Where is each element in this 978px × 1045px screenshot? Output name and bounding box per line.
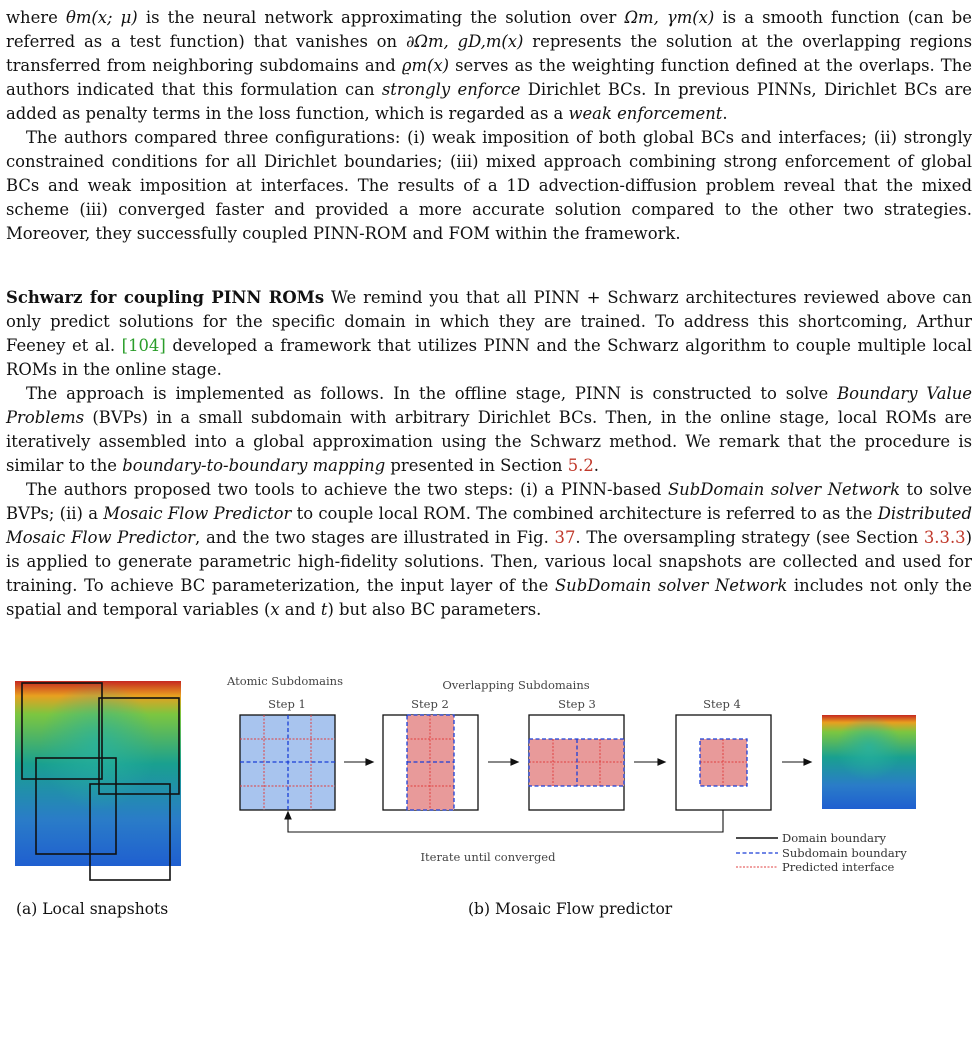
step-2-label: Step 2 xyxy=(411,697,449,711)
converged-solution-image xyxy=(822,715,916,809)
math-boundary-g: ∂Ωm, gD,m(x) xyxy=(405,32,524,51)
page xyxy=(6,0,972,622)
atomic-subdomains-label: Atomic Subdomains xyxy=(226,674,344,688)
math-rho: ϱm(x) xyxy=(401,56,450,75)
paragraph-heading: Schwarz for coupling PINN ROMs xyxy=(6,288,325,307)
local-snapshots-image xyxy=(15,681,181,880)
citation-link[interactable]: [104] xyxy=(121,336,166,355)
section-link[interactable]: 5.2 xyxy=(567,456,594,475)
iterate-loop-arrow xyxy=(285,810,723,832)
math-omega-gamma: Ωm, γm(x) xyxy=(624,8,715,27)
legend xyxy=(736,831,907,874)
math-theta: θm(x; μ) xyxy=(65,8,138,27)
figure-37 xyxy=(0,674,978,1004)
legend-subdomain-boundary: Subdomain boundary xyxy=(782,846,907,860)
paragraph-5: The authors proposed two tools to achieve the two steps: (i) a PINN-based SubDomain solver Network to solve BVPs; (ii) a Mosaic Flow Predictor to couple local ROM. The combined architecture is referred to as the Distributed Mosaic Flow Predictor, and the two stages are illustrated in Fig. 37. The oversampling strategy (see Section 3.3.3) is applied to generate parametric high-fidelity solutions. Then, various local snapshots are collected and used for training. To achieve BC parameterization, the input layer of the SubDomain solver Network includes not only the spatial and temporal variables (x and t) but also BC parameters. xyxy=(6,480,972,619)
emphasis: weak enforcement xyxy=(568,104,723,123)
caption-a: (a) Local snapshots xyxy=(16,900,169,918)
iterate-label: Iterate until converged xyxy=(420,850,556,864)
paragraph-2: The authors compared three configurations: (i) weak imposition of both global BCs and interfaces; (ii) strongly constrained conditions for all Dirichlet boundaries; (iii) mixed approach combining strong enforcement of global BCs and weak imposition at interfaces. The results of a 1D advection-diffusion problem reveal that the mixed scheme (iii) converged faster and provided a more accurate solution compared to the other two strategies. Moreover, they successfully coupled PINN-ROM and FOM within the framework. xyxy=(6,128,972,243)
step-3-label: Step 3 xyxy=(558,697,596,711)
caption-b: (b) Mosaic Flow predictor xyxy=(468,900,673,918)
figure-link[interactable]: 37 xyxy=(554,528,576,547)
step-1-panel xyxy=(240,715,335,810)
legend-predicted-interface: Predicted interface xyxy=(782,860,895,874)
paragraph-4: The approach is implemented as follows. In the offline stage, PINN is constructed to solve Boundary Value Problems (BVPs) in a small subdomain with arbitrary Dirichlet BCs. Then, in the online stage, local ROMs are iteratively assembled into a global approximation using the Schwarz method. We remark that the procedure is similar to the boundary-to-boundary mapping presented in Section 5.2. xyxy=(6,384,973,475)
step-1-label: Step 1 xyxy=(268,697,306,711)
step-3-panel xyxy=(529,715,624,810)
overlapping-subdomains-label: Overlapping Subdomains xyxy=(442,678,590,692)
step-4-panel xyxy=(676,715,771,810)
emphasis: strongly enforce xyxy=(381,80,521,99)
step-4-label: Step 4 xyxy=(703,697,741,711)
paragraph-1: where θm(x; μ) is the neural network approximating the solution over Ωm, γm(x) is a smooth function (can be referred as a test function) that vanishes on ∂Ωm, gD,m(x) represents the solution at the overlapping regions transferred from neighboring subdomains and ϱm(x) serves as the weighting function defined at the overlaps. The authors indicated that this formulation can strongly enforce Dirichlet BCs. In previous PINNs, Dirichlet BCs are added as penalty terms in the loss function, which is regarded as a weak enforcement. xyxy=(6,8,973,123)
mosaic-flow-diagram xyxy=(0,674,978,1004)
section-link[interactable]: 3.3.3 xyxy=(923,528,966,547)
legend-domain-boundary: Domain boundary xyxy=(782,831,886,845)
step-2-panel xyxy=(383,715,478,810)
paragraph-3: Schwarz for coupling PINN ROMs We remind you that all PINN + Schwarz architectures reviewed above can only predict solutions for the specific domain in which they are trained. To address this shortcoming, Arthur Feeney et al. [104] developed a framework that utilizes PINN and the Schwarz algorithm to couple multiple local ROMs in the online stage. xyxy=(6,288,972,379)
